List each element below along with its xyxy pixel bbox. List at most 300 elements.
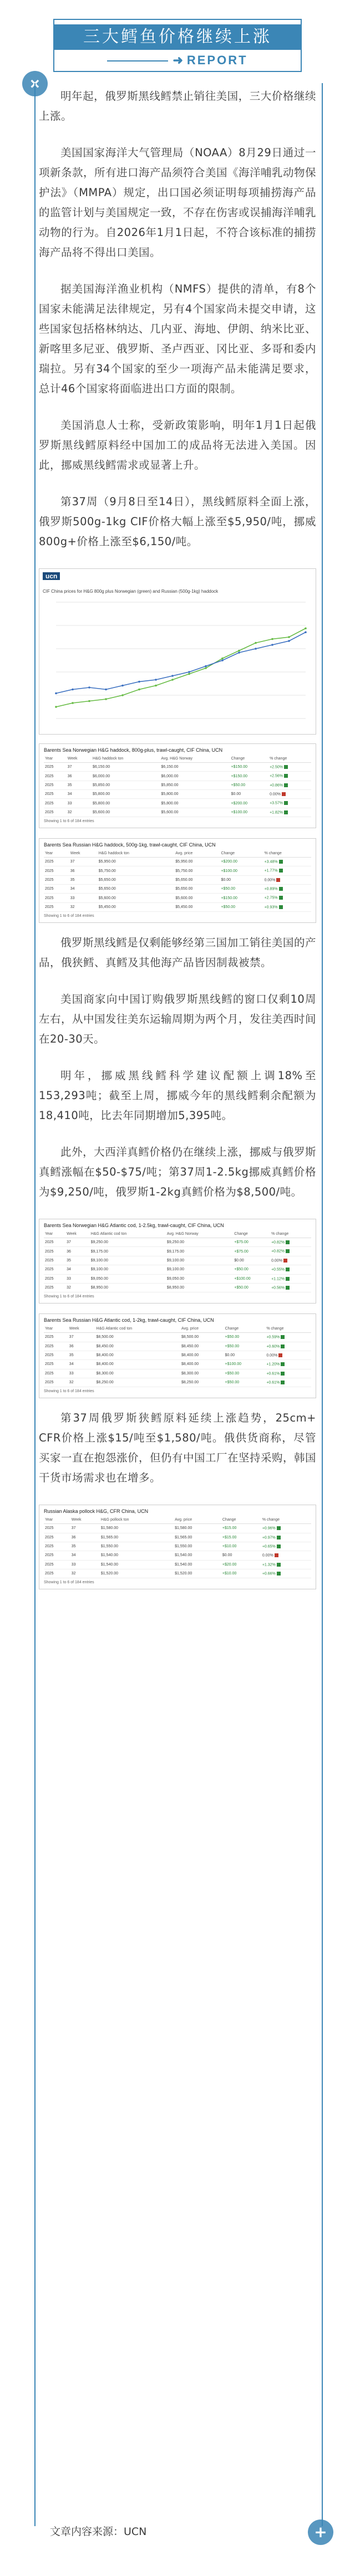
- table-cell: [270, 1265, 311, 1274]
- table-cell: [160, 799, 230, 808]
- table-cell: [98, 875, 175, 884]
- cell-value: $5,650.00: [175, 887, 193, 891]
- table-cell: [44, 1283, 65, 1292]
- table-footer: Showing 1 to 6 of 184 entries: [44, 1389, 94, 1394]
- table-row: [44, 781, 311, 789]
- table-row: [44, 885, 311, 894]
- table-header[interactable]: % change: [265, 1325, 311, 1333]
- cell-value: +3.48%: [264, 860, 278, 864]
- cell-value: 2025: [45, 1249, 54, 1254]
- cell-value: $5,650.00: [98, 878, 116, 882]
- cell-value: 2025: [45, 783, 54, 787]
- table-row: [44, 894, 311, 902]
- table-cell: [160, 763, 230, 772]
- table-cell: [92, 790, 160, 799]
- table-cell: [160, 790, 230, 799]
- paragraph: 第37周俄罗斯狭鳕原料延续上涨趋势，25cm+ CFR价格上涨$15/吨至$1,580/吨。俄供货商称，尽管买家一直在抱怨涨价，但仍有中国工厂在坚持采购，韩国干货市场需求也在增多。: [39, 1412, 317, 1485]
- data-point: [221, 659, 224, 661]
- cell-value: 37: [67, 765, 72, 769]
- cell-value: 34: [69, 1362, 74, 1367]
- data-point: [255, 648, 257, 650]
- cell-value: $9,100.00: [90, 1258, 108, 1263]
- cell-value: $5,750.00: [98, 869, 116, 873]
- data-point: [305, 631, 307, 633]
- cell-value: +2.75%: [264, 896, 278, 900]
- cell-value: $5,600.00: [98, 896, 116, 900]
- table-cell: [270, 1256, 311, 1265]
- cell-value: $9,250.00: [166, 1240, 185, 1245]
- cell-value: $0.00: [221, 878, 231, 882]
- table-header[interactable]: % change: [270, 1230, 311, 1238]
- cell-value: $1,580.00: [175, 1526, 192, 1531]
- data-point: [288, 636, 290, 638]
- table-cell: [92, 808, 160, 817]
- data-point: [205, 665, 207, 668]
- cell-value: 35: [71, 1544, 76, 1549]
- cell-value: $5,600.00: [93, 810, 110, 814]
- table-cell: [174, 1569, 221, 1578]
- data-point: [72, 689, 74, 691]
- table-cell: [268, 772, 311, 781]
- table-header[interactable]: Year: [44, 1325, 68, 1333]
- data-point: [72, 702, 74, 704]
- table-cell: [261, 1524, 311, 1533]
- table-cell: [44, 799, 67, 808]
- trend-indicator-icon: [284, 765, 288, 769]
- cell-value: 2025: [45, 1572, 54, 1576]
- cell-value: $6,150.00: [161, 765, 179, 769]
- table-cell: [261, 1560, 311, 1569]
- table-header[interactable]: % change: [268, 755, 311, 763]
- cell-value: +0.86%: [270, 783, 283, 788]
- cell-value: +0.59%: [266, 1335, 280, 1340]
- table-title: Barents Sea Russian H&G Atlantic cod, 1-2kg, trawl-caught, CIF China, UCN: [44, 1317, 214, 1323]
- table-cell: [224, 1369, 266, 1378]
- cell-value: $8,950.00: [90, 1286, 108, 1290]
- table-header[interactable]: Year: [44, 1516, 70, 1524]
- table-footer: Showing 1 to 6 of 184 entries: [44, 914, 94, 918]
- table-row: [44, 1560, 311, 1569]
- cell-value: $5,600.00: [161, 810, 179, 814]
- table-cell: [44, 1378, 68, 1387]
- cell-value: 2025: [45, 1526, 54, 1531]
- table-cell: [65, 1256, 90, 1265]
- table-cell: [233, 1283, 270, 1292]
- table-cell: [174, 894, 220, 902]
- table-cell: [180, 1369, 224, 1378]
- table-cell: [265, 1333, 311, 1342]
- cell-value: $1,580.00: [100, 1526, 119, 1531]
- cell-value: $0.00: [225, 1353, 235, 1358]
- plus-corner-icon: +: [22, 71, 48, 96]
- data-point: [171, 675, 174, 677]
- cell-value: 37: [71, 1526, 76, 1531]
- cell-value: $9,175.00: [166, 1249, 185, 1254]
- table-cell: [263, 875, 311, 884]
- cell-value: +0.61%: [266, 1381, 280, 1385]
- table-cell: [100, 1542, 174, 1551]
- table-cell: [95, 1351, 180, 1359]
- tables-c: [39, 1505, 316, 1589]
- cell-value: +0.65%: [262, 1544, 276, 1549]
- cell-value: +$150.00: [221, 896, 237, 900]
- table-footer: Showing 1 to 6 of 184 entries: [44, 819, 94, 824]
- table-header[interactable]: Week: [69, 850, 98, 858]
- table-cell: [174, 1533, 221, 1542]
- source-note: 文章内容来源：UCN: [50, 2526, 147, 2538]
- data-point: [221, 658, 224, 660]
- paragraph: 第37周（9月8日至14日），黑线鳕原料全面上涨，俄罗斯500g-1kg CIF价格大幅上涨至$5,950/吨，挪威800g+价格上涨至$6,150/吨。: [39, 495, 316, 548]
- table-row: [44, 1551, 311, 1560]
- table-header[interactable]: % change: [261, 1516, 311, 1524]
- table-cell: [92, 781, 160, 789]
- table-cell: [270, 1283, 311, 1292]
- cell-value: 2025: [45, 878, 54, 882]
- cell-value: $1,565.00: [175, 1535, 192, 1540]
- table-header[interactable]: Change: [220, 850, 263, 858]
- table-header[interactable]: Week: [65, 1230, 90, 1238]
- table-header[interactable]: Week: [67, 755, 92, 763]
- cell-value: $1,520.00: [175, 1572, 192, 1576]
- table-cell: [174, 1551, 221, 1560]
- cell-value: +0.82%: [271, 1240, 285, 1245]
- cell-value: $6,150.00: [93, 765, 110, 769]
- table-cell: [69, 885, 98, 894]
- table-cell: [44, 885, 69, 894]
- table-header[interactable]: Avg. price: [174, 1516, 221, 1524]
- series-line: [56, 632, 306, 693]
- cell-value: 0.00%: [264, 878, 276, 882]
- trend-indicator-icon: [277, 1563, 281, 1567]
- table-header[interactable]: Avg. price: [174, 850, 220, 858]
- cell-value: +$150.00: [231, 765, 247, 769]
- table-cell: [69, 894, 98, 902]
- table-cell: [265, 1369, 311, 1378]
- chart-title: CIF China prices for H&G 800g plus Norwegian (green) and Russian (500g-1kg) haddock: [43, 589, 219, 594]
- table-header[interactable]: H&G haddock ton: [92, 755, 160, 763]
- tables-a: [39, 743, 316, 923]
- cell-value: $5,750.00: [175, 869, 193, 873]
- data-point: [55, 706, 57, 708]
- data-point: [138, 689, 140, 691]
- table-row: [44, 1524, 311, 1533]
- table-cell: [70, 1542, 100, 1551]
- table-header[interactable]: Change: [233, 1230, 270, 1238]
- table-cell: [98, 885, 175, 894]
- table-cell: [220, 902, 263, 911]
- table-header[interactable]: H&G Atlantic cod ton: [95, 1325, 180, 1333]
- table-cell: [221, 1560, 261, 1569]
- trend-indicator-icon: [281, 1335, 285, 1339]
- data-point: [138, 681, 140, 683]
- data-point: [271, 638, 273, 640]
- trend-indicator-icon: [286, 1277, 290, 1281]
- table-cell: [68, 1369, 95, 1378]
- table-cell: [230, 772, 269, 781]
- cell-value: 2025: [45, 1335, 54, 1340]
- table-cell: [100, 1569, 174, 1578]
- table-header[interactable]: Year: [44, 850, 69, 858]
- divider-bar: [107, 60, 168, 61]
- cell-value: 35: [70, 878, 75, 882]
- table-cell: [166, 1265, 233, 1274]
- cell-value: 2025: [45, 792, 54, 797]
- trend-indicator-icon: [279, 905, 283, 909]
- data-point: [238, 650, 240, 652]
- cell-value: 2025: [45, 896, 54, 900]
- table-cell: [160, 772, 230, 781]
- trend-indicator-icon: [278, 1353, 282, 1357]
- data-point: [88, 700, 90, 702]
- table-cell: [268, 790, 311, 799]
- table-cell: [44, 1333, 68, 1342]
- table-cell: [166, 1238, 233, 1247]
- data-point: [255, 642, 257, 644]
- cell-value: $5,800.00: [161, 792, 179, 797]
- cell-value: $5,450.00: [175, 905, 193, 909]
- cell-value: +0.96%: [262, 1526, 276, 1531]
- table-header[interactable]: Change: [221, 1516, 261, 1524]
- table-cell: [220, 875, 263, 884]
- table-header[interactable]: H&G pollock ton: [100, 1516, 174, 1524]
- table-cell: [174, 885, 220, 894]
- table-cell: [69, 858, 98, 866]
- table-cell: [174, 858, 220, 866]
- table-cell: [44, 1265, 65, 1274]
- table-cell: [44, 1542, 70, 1551]
- table-row: [44, 772, 311, 781]
- cell-value: 2025: [45, 1362, 54, 1367]
- table-cell: [263, 858, 311, 866]
- cell-value: $1,540.00: [100, 1562, 119, 1567]
- table-cell: [174, 875, 220, 884]
- cell-value: 2025: [45, 1268, 54, 1272]
- table-cell: [70, 1524, 100, 1533]
- cell-value: 32: [67, 810, 72, 814]
- table-row: [44, 1542, 311, 1551]
- table-cell: [220, 894, 263, 902]
- table-header[interactable]: % change: [263, 850, 311, 858]
- table-cell: [98, 866, 175, 875]
- table-cell: [224, 1333, 266, 1342]
- price-table: [39, 838, 316, 923]
- table-row: [44, 902, 311, 911]
- table-cell: [68, 1351, 95, 1359]
- cell-value: 36: [67, 1249, 71, 1254]
- trend-indicator-icon: [277, 1544, 281, 1548]
- table-cell: [68, 1378, 95, 1387]
- table-cell: [233, 1265, 270, 1274]
- cell-value: 2025: [45, 774, 54, 778]
- cell-value: $1,550.00: [100, 1544, 119, 1549]
- table-cell: [95, 1360, 180, 1369]
- table-cell: [180, 1360, 224, 1369]
- trend-indicator-icon: [279, 887, 283, 891]
- table-footer: Showing 1 to 6 of 184 entries: [44, 1581, 94, 1585]
- data-point: [155, 679, 157, 681]
- trend-indicator-icon: [276, 878, 280, 882]
- cell-value: $5,850.00: [93, 783, 110, 787]
- cell-value: 34: [67, 792, 72, 797]
- table-cell: [261, 1542, 311, 1551]
- table-cell: [221, 1533, 261, 1542]
- table-cell: [92, 799, 160, 808]
- table-header[interactable]: Change: [230, 755, 269, 763]
- cell-value: $5,800.00: [161, 801, 179, 805]
- cell-value: +0.66%: [262, 1572, 276, 1576]
- table-header[interactable]: H&G haddock ton: [98, 850, 175, 858]
- table-cell: [92, 763, 160, 772]
- table-cell: [44, 1360, 68, 1369]
- cell-value: +$50.00: [234, 1268, 248, 1272]
- cell-value: $9,175.00: [90, 1249, 108, 1254]
- data-point: [271, 644, 273, 646]
- table-cell: [263, 885, 311, 894]
- report-subtitle: [54, 53, 301, 68]
- cell-value: +$15.00: [222, 1526, 237, 1531]
- table-row: [44, 763, 311, 772]
- cell-value: 2025: [45, 765, 54, 769]
- cell-value: +$50.00: [225, 1371, 240, 1376]
- cell-value: 2025: [45, 801, 54, 805]
- table-cell: [233, 1247, 270, 1256]
- table-cell: [166, 1247, 233, 1256]
- table-cell: [44, 1342, 68, 1351]
- cell-value: $1,565.00: [100, 1535, 119, 1540]
- table-cell: [174, 1542, 221, 1551]
- table-cell: [44, 1274, 65, 1283]
- cell-value: $5,800.00: [93, 801, 110, 805]
- cell-value: 36: [70, 869, 75, 873]
- table-title: Russian Alaska pollock H&G, CFR China, UCN: [44, 1508, 149, 1515]
- table-cell: [69, 866, 98, 875]
- table-cell: [268, 799, 311, 808]
- table-header[interactable]: Week: [70, 1516, 100, 1524]
- table-cell: [270, 1238, 311, 1247]
- data-point: [305, 627, 307, 629]
- trend-indicator-icon: [279, 860, 283, 864]
- table-cell: [44, 1551, 70, 1560]
- trend-indicator-icon: [281, 1345, 285, 1348]
- table-cell: [67, 799, 92, 808]
- cell-value: $1,540.00: [100, 1553, 119, 1558]
- table-header[interactable]: Avg. price: [180, 1325, 224, 1333]
- table-header[interactable]: Week: [68, 1325, 95, 1333]
- cell-value: +1.32%: [262, 1562, 276, 1567]
- table-header[interactable]: Avg. H&G Norway: [166, 1230, 233, 1238]
- data-point: [238, 651, 240, 654]
- cell-value: $5,650.00: [98, 887, 116, 891]
- table-title: Barents Sea Norwegian H&G Atlantic cod, 1-2.5kg, trawl-caught, CIF China, UCN: [44, 1223, 224, 1229]
- table-cell: [65, 1247, 90, 1256]
- cell-value: 36: [69, 1344, 74, 1348]
- trend-indicator-icon: [284, 801, 288, 805]
- table-row: [44, 1351, 311, 1359]
- section-a: [39, 86, 316, 552]
- table-cell: [44, 875, 69, 884]
- cell-value: $8,500.00: [181, 1335, 199, 1340]
- trend-indicator-icon: [279, 896, 283, 900]
- table-row: [44, 1238, 311, 1247]
- table-header[interactable]: H&G Atlantic cod ton: [90, 1230, 166, 1238]
- trend-indicator-icon: [284, 810, 288, 814]
- table-cell: [44, 1369, 68, 1378]
- table-cell: [90, 1238, 166, 1247]
- table-cell: [233, 1256, 270, 1265]
- price-table: [39, 1313, 316, 1398]
- table-cell: [98, 858, 175, 866]
- trend-indicator-icon: [275, 1553, 278, 1557]
- table-cell: [90, 1274, 166, 1283]
- data-point: [155, 685, 157, 687]
- header-box: [53, 19, 302, 72]
- table-cell: [90, 1265, 166, 1274]
- table-cell: [44, 1560, 70, 1569]
- table-header[interactable]: Year: [44, 1230, 65, 1238]
- table-cell: [180, 1351, 224, 1359]
- table-header[interactable]: Change: [224, 1325, 266, 1333]
- cell-value: +$100.00: [234, 1276, 251, 1281]
- cell-value: 0.00%: [270, 792, 281, 797]
- table-cell: [44, 1533, 70, 1542]
- table-row: [44, 1369, 311, 1378]
- table-cell: [180, 1342, 224, 1351]
- table-cell: [44, 1247, 65, 1256]
- table-cell: [98, 902, 175, 911]
- cell-value: $8,950.00: [166, 1286, 185, 1290]
- table-header[interactable]: Avg. H&G Norway: [160, 755, 230, 763]
- price-table: [39, 1219, 316, 1304]
- cell-value: $5,950.00: [175, 860, 193, 864]
- table-cell: [263, 866, 311, 875]
- paragraph: 美国消息人士称，受新政策影响，明年1月1日起俄罗斯黑线鳕原料经中国加工的成品将无法进入美国。因此，挪威黑线鳕需求或显著上升。: [39, 419, 316, 471]
- table-cell: [230, 763, 269, 772]
- cell-value: +$50.00: [225, 1335, 240, 1340]
- table-cell: [65, 1238, 90, 1247]
- cell-value: $8,400.00: [96, 1362, 114, 1367]
- cell-value: 2025: [45, 1544, 54, 1549]
- table-cell: [67, 763, 92, 772]
- table-cell: [220, 866, 263, 875]
- data-point: [188, 671, 190, 673]
- table-cell: [68, 1342, 95, 1351]
- trend-indicator-icon: [286, 1249, 290, 1253]
- table-cell: [268, 808, 311, 817]
- price-table: [39, 743, 316, 828]
- table-title: Barents Sea Norwegian H&G haddock, 800g-plus, trawl-caught, CIF China, UCN: [44, 747, 223, 753]
- table-cell: [270, 1274, 311, 1283]
- cell-value: 2025: [45, 887, 54, 891]
- table-cell: [44, 1524, 70, 1533]
- table-row: [44, 1283, 311, 1292]
- table-cell: [224, 1378, 266, 1387]
- table-cell: [180, 1333, 224, 1342]
- cell-value: +$200.00: [221, 860, 237, 864]
- trend-indicator-icon: [286, 1268, 290, 1271]
- table-cell: [160, 808, 230, 817]
- cell-value: +0.61%: [266, 1371, 280, 1376]
- cell-value: +2.56%: [270, 774, 283, 778]
- table-header[interactable]: Year: [44, 755, 67, 763]
- data-point: [121, 694, 124, 696]
- plus-corner-icon: +: [308, 2519, 333, 2545]
- table-cell: [265, 1342, 311, 1351]
- section-c: [39, 1408, 316, 1488]
- cell-value: 37: [69, 1335, 74, 1340]
- cell-value: +$75.00: [234, 1240, 248, 1245]
- table-cell: [44, 781, 67, 789]
- table-cell: [160, 781, 230, 789]
